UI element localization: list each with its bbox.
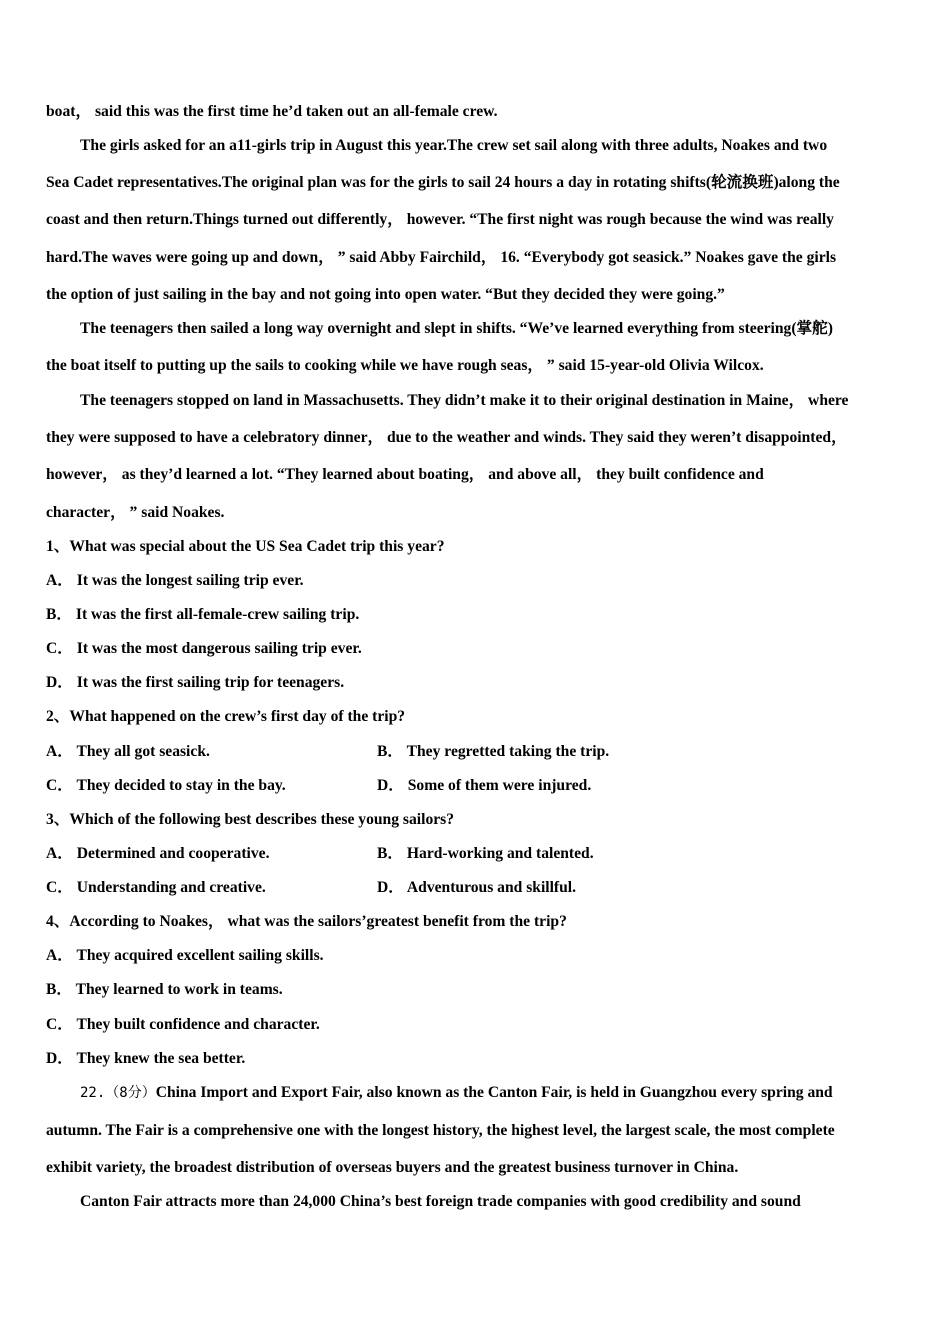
section-22-line: autumn. The Fair is a comprehensive one with the longest history, the highest level, the largest scale, the most complete — [46, 1122, 835, 1139]
question-1-option-a: A． It was the longest sailing trip ever. — [46, 572, 304, 589]
question-4-option-a: A． They acquired excellent sailing skills. — [46, 947, 324, 964]
question-3-option-b: B． Hard-working and talented. — [377, 845, 594, 862]
question-2-option-a: A． They all got seasick. — [46, 743, 210, 760]
question-3-option-a: A． Determined and cooperative. — [46, 845, 270, 862]
question-1-stem: 1、What was special about the US Sea Cadet trip this year? — [46, 538, 445, 555]
passage-line: character， ” said Noakes. — [46, 504, 225, 521]
passage-line: boat， said this was the first time he’d taken out an all-female crew. — [46, 103, 498, 120]
question-2-stem: 2、What happened on the crew’s first day of the trip? — [46, 708, 406, 725]
question-4-option-c: C． They built confidence and character. — [46, 1016, 320, 1033]
question-2-option-c: C． They decided to stay in the bay. — [46, 777, 286, 794]
question-1-option-c: C． It was the most dangerous sailing trip ever. — [46, 640, 362, 657]
passage-line: they were supposed to have a celebratory dinner， due to the weather and winds. They said they weren’t disappointed， — [46, 429, 847, 446]
question-1-option-d: D． It was the first sailing trip for teenagers. — [46, 674, 345, 691]
question-1-option-b: B． It was the first all-female-crew sailing trip. — [46, 606, 360, 623]
section-22-text: China Import and Export Fair, also known as the Canton Fair, is held in Guangzhou every spring and — [155, 1084, 833, 1101]
passage-line: however， as they’d learned a lot. “They learned about boating， and above all， they built confidence and — [46, 466, 764, 483]
question-3-option-d: D． Adventurous and skillful. — [377, 879, 577, 896]
question-3-option-c: C． Understanding and creative. — [46, 879, 266, 896]
question-2-option-d: D． Some of them were injured. — [377, 777, 592, 794]
question-4-stem: 4、According to Noakes， what was the sailors’greatest benefit from the trip? — [46, 913, 567, 930]
section-22-first-line — [80, 1083, 833, 1103]
question-4-option-b: B． They learned to work in teams. — [46, 981, 283, 998]
passage-line: The teenagers stopped on land in Massachusetts. They didn’t make it to their original destination in Maine， where — [80, 392, 849, 409]
question-3-stem: 3、Which of the following best describes these young sailors? — [46, 811, 455, 828]
passage-line: The teenagers then sailed a long way overnight and slept in shifts. “We’ve learned everything from steering(掌舵) — [80, 320, 833, 337]
passage-line: the boat itself to putting up the sails to cooking while we have rough seas， ” said 15-year-old Olivia Wilcox. — [46, 357, 764, 374]
passage-line: coast and then return.Things turned out differently， however. “The first night was rough because the wind was really — [46, 211, 834, 228]
question-4-option-d: D． They knew the sea better. — [46, 1050, 246, 1067]
section-22-line: exhibit variety, the broadest distribution of overseas buyers and the greatest business turnover in China. — [46, 1159, 739, 1176]
section-22-number: 22.（8分） — [80, 1085, 156, 1101]
passage-line: hard.The waves were going up and down， ” said Abby Fairchild， 16. “Everybody got seasick.” Noakes gave the girls — [46, 249, 837, 266]
section-22-line: Canton Fair attracts more than 24,000 China’s best foreign trade companies with good credibility and sound — [80, 1193, 801, 1210]
passage-line: Sea Cadet representatives.The original plan was for the girls to sail 24 hours a day in rotating shifts(轮流换班)along the — [46, 174, 840, 191]
question-2-option-b: B． They regretted taking the trip. — [377, 743, 610, 760]
passage-line: the option of just sailing in the bay and not going into open water. “But they decided they were going.” — [46, 286, 725, 303]
passage-line: The girls asked for an a11-girls trip in August this year.The crew set sail along with three adults, Noakes and two — [80, 137, 828, 154]
